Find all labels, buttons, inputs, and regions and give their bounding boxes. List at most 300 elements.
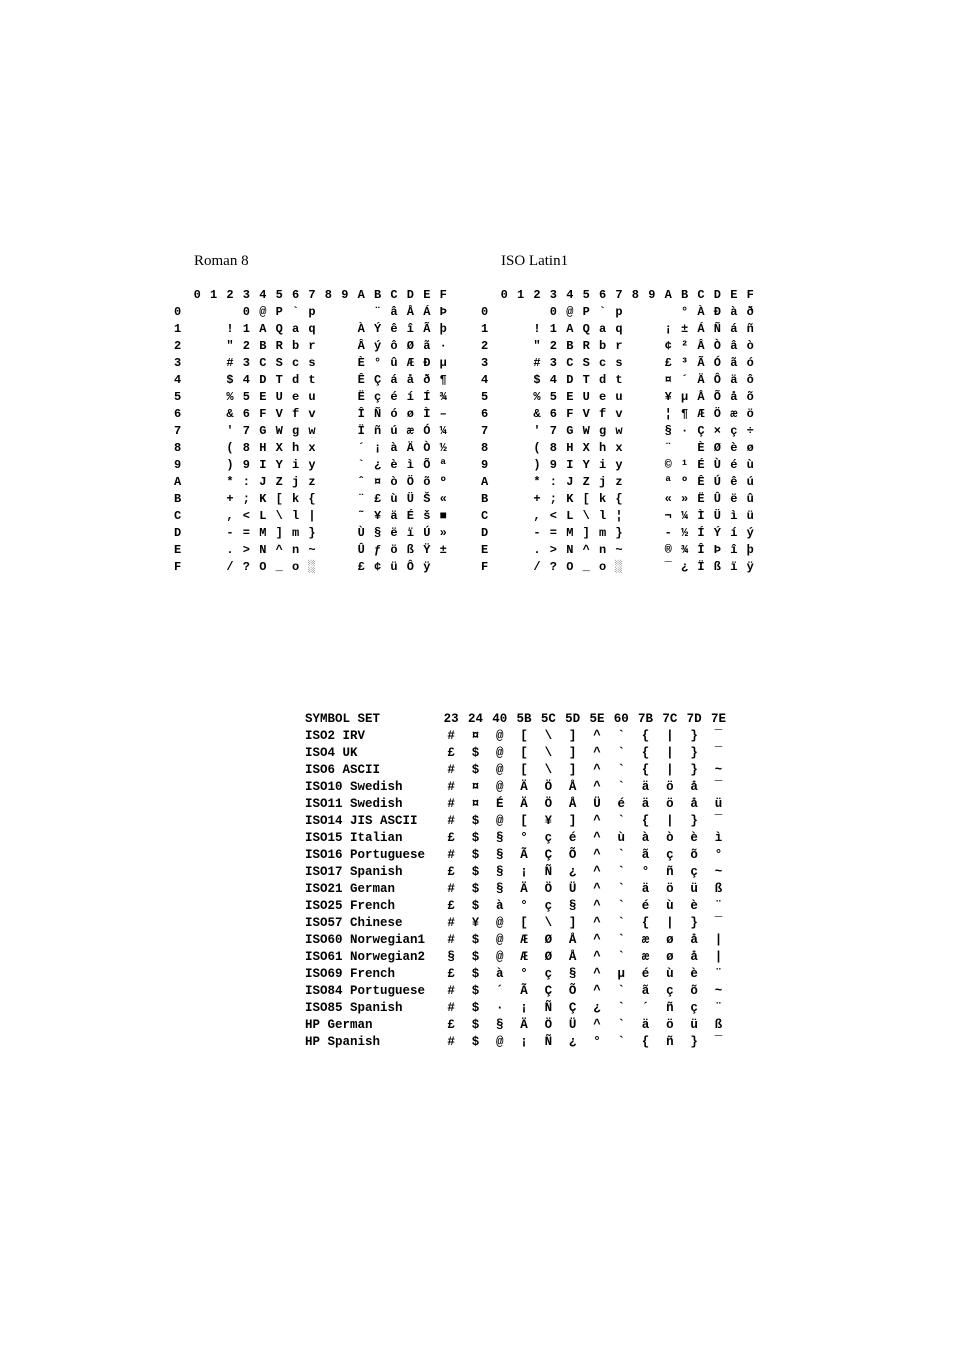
symbol-set-char: Æ (520, 933, 528, 947)
chart-glyph: à (390, 441, 398, 455)
chart-glyph: á (730, 322, 738, 336)
chart-glyph: Ÿ (423, 543, 431, 557)
chart-glyph: Û (713, 492, 721, 506)
chart-column-header: B (680, 288, 689, 302)
symbol-set-char: ` (617, 763, 625, 777)
symbol-set-char: ‾ (714, 814, 723, 828)
symbol-set-char: ä (641, 797, 650, 811)
symbol-set-char: } (690, 746, 698, 760)
chart-glyph: ³ (680, 356, 689, 370)
symbol-set-char: $ (471, 967, 480, 981)
chart-glyph: ░ (615, 560, 623, 574)
symbol-set-char: Ü (568, 1018, 577, 1032)
symbol-set-char: ° (520, 967, 528, 981)
chart-glyph: ■ (439, 509, 447, 523)
chart-glyph: ^ (275, 543, 283, 557)
chart-glyph: å (730, 390, 738, 404)
chart-glyph: ø (406, 407, 414, 421)
chart-glyph: : (549, 475, 557, 489)
symbol-set-char: å (690, 950, 698, 964)
chart-glyph: L (259, 509, 267, 523)
symbol-set-name: HP Spanish (305, 1035, 381, 1049)
chart-glyph: Ù (357, 526, 365, 540)
chart-glyph: 6 (242, 407, 250, 421)
symbol-set-char: $ (471, 1001, 480, 1015)
chart-glyph: ! (226, 322, 234, 336)
symbol-set-char: Ä (520, 780, 528, 794)
chart-column-header: 3 (549, 288, 557, 302)
chart-glyph: é (730, 458, 738, 472)
symbol-set-char: ç (544, 831, 553, 845)
chart-glyph: A (566, 322, 574, 336)
chart-glyph: Ò (423, 441, 431, 455)
chart-glyph: y (308, 458, 316, 472)
chart-column-header: A (664, 288, 672, 302)
chart-glyph: b (598, 339, 607, 353)
chart-glyph: Ñ (713, 322, 721, 336)
chart-glyph: { (615, 492, 623, 506)
symbol-set-char: ´ (641, 1001, 650, 1015)
chart-glyph: Î (697, 543, 705, 557)
chart-glyph: n (598, 543, 607, 557)
symbol-set-char: ä (641, 1018, 650, 1032)
chart-glyph: G (259, 424, 267, 438)
symbol-set-char: ` (617, 916, 625, 930)
chart-column-header: 5 (582, 288, 590, 302)
chart-glyph: í (730, 526, 738, 540)
chart-row-label: 4 (174, 373, 182, 387)
chart-glyph: t (308, 373, 316, 387)
chart-glyph: E (259, 390, 267, 404)
symbol-set-char: $ (471, 984, 480, 998)
symbol-set-char: § (495, 882, 504, 896)
symbol-set-header-label: SYMBOL SET (305, 712, 381, 726)
chart-glyph: « (664, 492, 672, 506)
chart-glyph: ? (549, 560, 557, 574)
symbol-set-char: è (690, 967, 698, 981)
chart-glyph: Æ (406, 356, 414, 370)
chart-glyph: ó (390, 407, 398, 421)
roman8-title: Roman 8 (194, 253, 249, 269)
symbol-set-char: ¡ (520, 1001, 528, 1015)
symbol-set-char: ° (641, 865, 650, 879)
chart-glyph: @ (566, 305, 574, 319)
symbol-set-char: ¤ (471, 797, 480, 811)
chart-glyph: W (582, 424, 590, 438)
symbol-set-char: $ (471, 899, 480, 913)
chart-glyph: Ý (713, 526, 721, 540)
chart-glyph: ð (423, 373, 431, 387)
chart-glyph: ô (746, 373, 754, 387)
symbol-set-char: $ (471, 848, 480, 862)
symbol-set-char: \ (544, 763, 553, 777)
chart-glyph: ¶ (439, 373, 447, 387)
chart-row-label: D (174, 526, 182, 540)
chart-glyph: ´ (680, 373, 689, 387)
chart-glyph: ; (549, 492, 557, 506)
chart-glyph: 6 (549, 407, 557, 421)
symbol-set-char: # (447, 848, 455, 862)
chart-glyph: = (549, 526, 557, 540)
chart-row-label: 0 (481, 305, 489, 319)
symbol-set-code-header: 5B (516, 712, 532, 726)
chart-glyph: · (680, 424, 689, 438)
chart-glyph: ç (373, 390, 382, 404)
chart-row-label: C (174, 509, 182, 523)
symbol-set-char: µ (617, 967, 625, 981)
symbol-set-char: Ø (544, 933, 553, 947)
chart-glyph: > (242, 543, 250, 557)
symbol-set-char: § (447, 950, 455, 964)
symbol-set-char: ^ (593, 967, 601, 981)
symbol-set-char: ° (714, 848, 723, 862)
symbol-set-char: ¨ (714, 1001, 723, 1015)
symbol-set-char: ö (666, 882, 674, 896)
chart-glyph: z (308, 475, 316, 489)
chart-glyph: o (291, 560, 300, 574)
chart-glyph: â (730, 339, 738, 353)
symbol-set-char: £ (447, 831, 455, 845)
symbol-set-char: ö (666, 797, 674, 811)
symbol-set-char: ^ (593, 763, 601, 777)
symbol-set-char: ` (617, 933, 625, 947)
symbol-set-char: Ç (544, 984, 553, 998)
symbol-set-char: @ (495, 763, 504, 777)
symbol-set-char: ¡ (520, 865, 528, 879)
symbol-set-char: { (641, 729, 650, 743)
chart-glyph: | (308, 509, 316, 523)
chart-glyph: O (566, 560, 574, 574)
symbol-set-char: Ã (520, 984, 528, 998)
chart-glyph: ô (390, 339, 398, 353)
chart-glyph: Î (357, 407, 365, 421)
chart-glyph: k (291, 492, 300, 506)
symbol-set-name: ISO25 French (305, 899, 396, 913)
chart-glyph: ¿ (373, 458, 382, 472)
chart-glyph: 2 (549, 339, 557, 353)
symbol-set-char: ß (714, 1018, 723, 1032)
chart-glyph: P (275, 305, 283, 319)
symbol-set-char: | (666, 916, 674, 930)
chart-glyph: ê (730, 475, 738, 489)
isolatin1-title: ISO Latin1 (501, 253, 569, 269)
symbol-set-name: ISO15 Italian (305, 831, 403, 845)
chart-column-header: 2 (226, 288, 234, 302)
chart-glyph: ` (598, 305, 607, 319)
chart-glyph: Í (697, 526, 705, 540)
chart-glyph: í (406, 390, 414, 404)
chart-column-header: E (730, 288, 738, 302)
chart-glyph: ò (746, 339, 754, 353)
symbol-set-name: ISO4 UK (305, 746, 358, 760)
chart-glyph: × (713, 424, 721, 438)
symbol-set-char: # (447, 797, 455, 811)
chart-glyph: © (664, 458, 672, 472)
chart-column-header: 3 (242, 288, 250, 302)
chart-column-header: C (697, 288, 705, 302)
symbol-set-char: $ (471, 831, 480, 845)
chart-glyph: ¿ (680, 560, 689, 574)
symbol-set-char: ã (641, 984, 650, 998)
symbol-set-code-header: 7C (662, 712, 678, 726)
chart-glyph: £ (357, 560, 365, 574)
chart-row-label: 5 (174, 390, 182, 404)
chart-row-label: 1 (174, 322, 182, 336)
symbol-set-name: ISO69 French (305, 967, 396, 981)
symbol-set-char: { (641, 763, 650, 777)
chart-glyph: 4 (549, 373, 557, 387)
chart-row-label: C (481, 509, 489, 523)
chart-glyph: Ø (406, 339, 414, 353)
symbol-set-char: $ (471, 746, 480, 760)
chart-row-label: 8 (481, 441, 489, 455)
chart-glyph: H (259, 441, 267, 455)
chart-glyph: M (259, 526, 267, 540)
chart-glyph: w (615, 424, 623, 438)
symbol-set-char: ^ (593, 984, 601, 998)
symbol-set-char: Ä (520, 797, 528, 811)
chart-glyph: Ã (697, 356, 705, 370)
symbol-set-char: | (666, 729, 674, 743)
chart-glyph: Â (357, 339, 365, 353)
symbol-set-char: # (447, 984, 455, 998)
chart-glyph: Ä (697, 373, 705, 387)
chart-glyph: 5 (549, 390, 557, 404)
chart-glyph: Á (423, 305, 431, 319)
symbol-set-char: ^ (593, 746, 601, 760)
chart-glyph: 8 (242, 441, 250, 455)
chart-row-label: 4 (481, 373, 489, 387)
chart-glyph: l (598, 509, 607, 523)
chart-glyph: ¡ (664, 322, 672, 336)
chart-glyph: p (615, 305, 623, 319)
symbol-set-code-header: 24 (467, 712, 483, 726)
chart-glyph: g (291, 424, 300, 438)
symbol-set-char: ö (666, 780, 674, 794)
symbol-set-char: @ (495, 950, 504, 964)
symbol-set-char: ^ (593, 899, 601, 913)
symbol-set-char: [ (520, 746, 528, 760)
symbol-set-char: ¤ (471, 780, 480, 794)
symbol-set-char: Ä (520, 1018, 528, 1032)
chart-glyph: \ (275, 509, 283, 523)
chart-column-header: 7 (308, 288, 316, 302)
symbol-set-char: ¿ (568, 865, 577, 879)
symbol-set-char: ñ (666, 865, 674, 879)
symbol-set-char: £ (447, 865, 455, 879)
chart-glyph: $ (533, 373, 541, 387)
chart-glyph: ú (390, 424, 398, 438)
chart-glyph: ý (373, 339, 382, 353)
symbol-set-char: Ç (544, 848, 553, 862)
chart-glyph: ì (406, 458, 414, 472)
chart-glyph: V (582, 407, 590, 421)
chart-glyph: A (259, 322, 267, 336)
symbol-set-name: ISO2 IRV (305, 729, 366, 743)
symbol-set-char: ù (617, 831, 625, 845)
symbol-set-char: ñ (666, 1001, 674, 1015)
chart-glyph: + (226, 492, 234, 506)
chart-glyph: Q (275, 322, 283, 336)
chart-glyph: ø (746, 441, 754, 455)
symbol-set-char: £ (447, 899, 455, 913)
chart-glyph: ± (680, 322, 689, 336)
chart-glyph: [ (275, 492, 283, 506)
chart-glyph: Ð (423, 356, 431, 370)
symbol-set-char: ç (544, 899, 553, 913)
chart-glyph: ; (242, 492, 250, 506)
chart-column-header: 5 (275, 288, 283, 302)
symbol-set-char: # (447, 1035, 455, 1049)
chart-glyph: h (598, 441, 607, 455)
chart-column-header: D (406, 288, 414, 302)
symbol-set-char: $ (471, 933, 480, 947)
chart-glyph: æ (730, 407, 738, 421)
symbol-set-char: Õ (568, 848, 577, 862)
symbol-set-char: Ö (544, 882, 553, 896)
chart-glyph: Ë (357, 390, 365, 404)
chart-glyph: ° (680, 305, 689, 319)
chart-glyph: % (226, 390, 234, 404)
symbol-set-char: à (495, 899, 504, 913)
chart-column-header: 7 (615, 288, 623, 302)
chart-glyph: X (582, 441, 590, 455)
chart-glyph: K (259, 492, 267, 506)
chart-glyph: ° (373, 356, 382, 370)
symbol-set-char: @ (495, 746, 504, 760)
symbol-set-char: ^ (593, 950, 601, 964)
chart-glyph: Ú (423, 526, 431, 540)
symbol-set-char: ^ (593, 1018, 601, 1032)
chart-glyph: È (357, 356, 365, 370)
chart-glyph: Ï (357, 424, 365, 438)
symbol-set-char: $ (471, 814, 480, 828)
chart-glyph: o (598, 560, 607, 574)
symbol-set-char: Ö (544, 1018, 553, 1032)
chart-glyph: H (566, 441, 574, 455)
symbol-set-char: ç (544, 967, 553, 981)
chart-glyph: á (390, 373, 398, 387)
chart-glyph: ¤ (373, 475, 382, 489)
symbol-set-char: £ (447, 746, 455, 760)
chart-glyph: " (533, 339, 541, 353)
chart-column-header: A (357, 288, 365, 302)
symbol-set-char: ` (617, 984, 625, 998)
chart-glyph: P (582, 305, 590, 319)
symbol-set-char: @ (495, 933, 504, 947)
symbol-set-char: ^ (593, 933, 601, 947)
chart-glyph: û (746, 492, 754, 506)
symbol-set-char: Ü (593, 797, 601, 811)
chart-glyph: ¾ (439, 390, 447, 404)
symbol-set-char: å (690, 797, 698, 811)
symbol-set-char: ¥ (544, 814, 553, 828)
symbol-set-char: ~ (714, 984, 723, 998)
chart-glyph: B (259, 339, 267, 353)
chart-glyph: ( (226, 441, 234, 455)
chart-column-header: F (439, 288, 447, 302)
chart-glyph: æ (406, 424, 414, 438)
chart-glyph: r (308, 339, 316, 353)
symbol-set-char: | (666, 746, 674, 760)
chart-glyph: ¯ (664, 560, 672, 574)
symbol-set-char: § (568, 899, 577, 913)
symbol-set-char: ] (568, 814, 577, 828)
chart-glyph: Å (406, 305, 414, 319)
chart-glyph: ù (390, 492, 398, 506)
chart-glyph: Ê (697, 475, 705, 489)
symbol-set-char: # (447, 933, 455, 947)
chart-glyph: Ù (713, 458, 721, 472)
symbol-set-name: ISO61 Norwegian2 (305, 950, 426, 964)
symbol-set-char: ¨ (714, 967, 723, 981)
chart-glyph: Ç (697, 424, 705, 438)
chart-glyph: î (730, 543, 738, 557)
chart-glyph: 4 (242, 373, 250, 387)
symbol-set-char: } (690, 763, 698, 777)
symbol-set-char: ° (520, 831, 528, 845)
symbol-set-code-header: 23 (443, 712, 459, 726)
symbol-set-char: } (690, 729, 698, 743)
chart-column-header: 8 (631, 288, 639, 302)
chart-glyph: 9 (242, 458, 250, 472)
chart-glyph: ? (242, 560, 250, 574)
chart-row-label: 2 (481, 339, 489, 353)
symbol-set-char: @ (495, 780, 504, 794)
chart-glyph: t (615, 373, 623, 387)
symbol-set-char: § (495, 865, 504, 879)
chart-glyph: ² (680, 339, 689, 353)
chart-glyph: j (598, 475, 607, 489)
symbol-set-char: æ (641, 933, 650, 947)
chart-glyph: Ç (373, 373, 382, 387)
chart-glyph: 9 (549, 458, 557, 472)
chart-glyph: ƒ (373, 543, 382, 557)
chart-glyph: y (615, 458, 623, 472)
chart-glyph: , (226, 509, 234, 523)
symbol-set-char: ° (520, 899, 528, 913)
symbol-set-char: $ (471, 1035, 480, 1049)
chart-row-label: E (481, 543, 489, 557)
symbol-set-char: $ (471, 1018, 480, 1032)
chart-row-label: 6 (174, 407, 182, 421)
chart-glyph: j (291, 475, 300, 489)
symbol-set-char: ü (714, 797, 723, 811)
chart-glyph: a (291, 322, 300, 336)
symbol-set-char: ^ (593, 780, 601, 794)
chart-glyph: ¾ (680, 543, 689, 557)
chart-glyph: e (598, 390, 607, 404)
chart-glyph: è (730, 441, 738, 455)
chart-column-header: 1 (516, 288, 525, 302)
symbol-set-char: $ (471, 950, 480, 964)
symbol-set-code-header: 60 (613, 712, 629, 726)
symbol-set-name: ISO10 Swedish (305, 780, 403, 794)
chart-glyph: ¡ (373, 441, 382, 455)
chart-glyph: ë (730, 492, 738, 506)
chart-glyph: R (582, 339, 590, 353)
symbol-set-char: # (447, 780, 455, 794)
chart-glyph: : (242, 475, 250, 489)
chart-glyph: Ü (406, 492, 414, 506)
symbol-set-char: | (714, 933, 723, 947)
chart-glyph: V (275, 407, 283, 421)
chart-glyph: i (291, 458, 300, 472)
symbol-set-char: @ (495, 1035, 504, 1049)
symbol-set-char: é (617, 797, 625, 811)
chart-glyph: ¼ (680, 509, 689, 523)
symbol-set-char: § (568, 967, 577, 981)
